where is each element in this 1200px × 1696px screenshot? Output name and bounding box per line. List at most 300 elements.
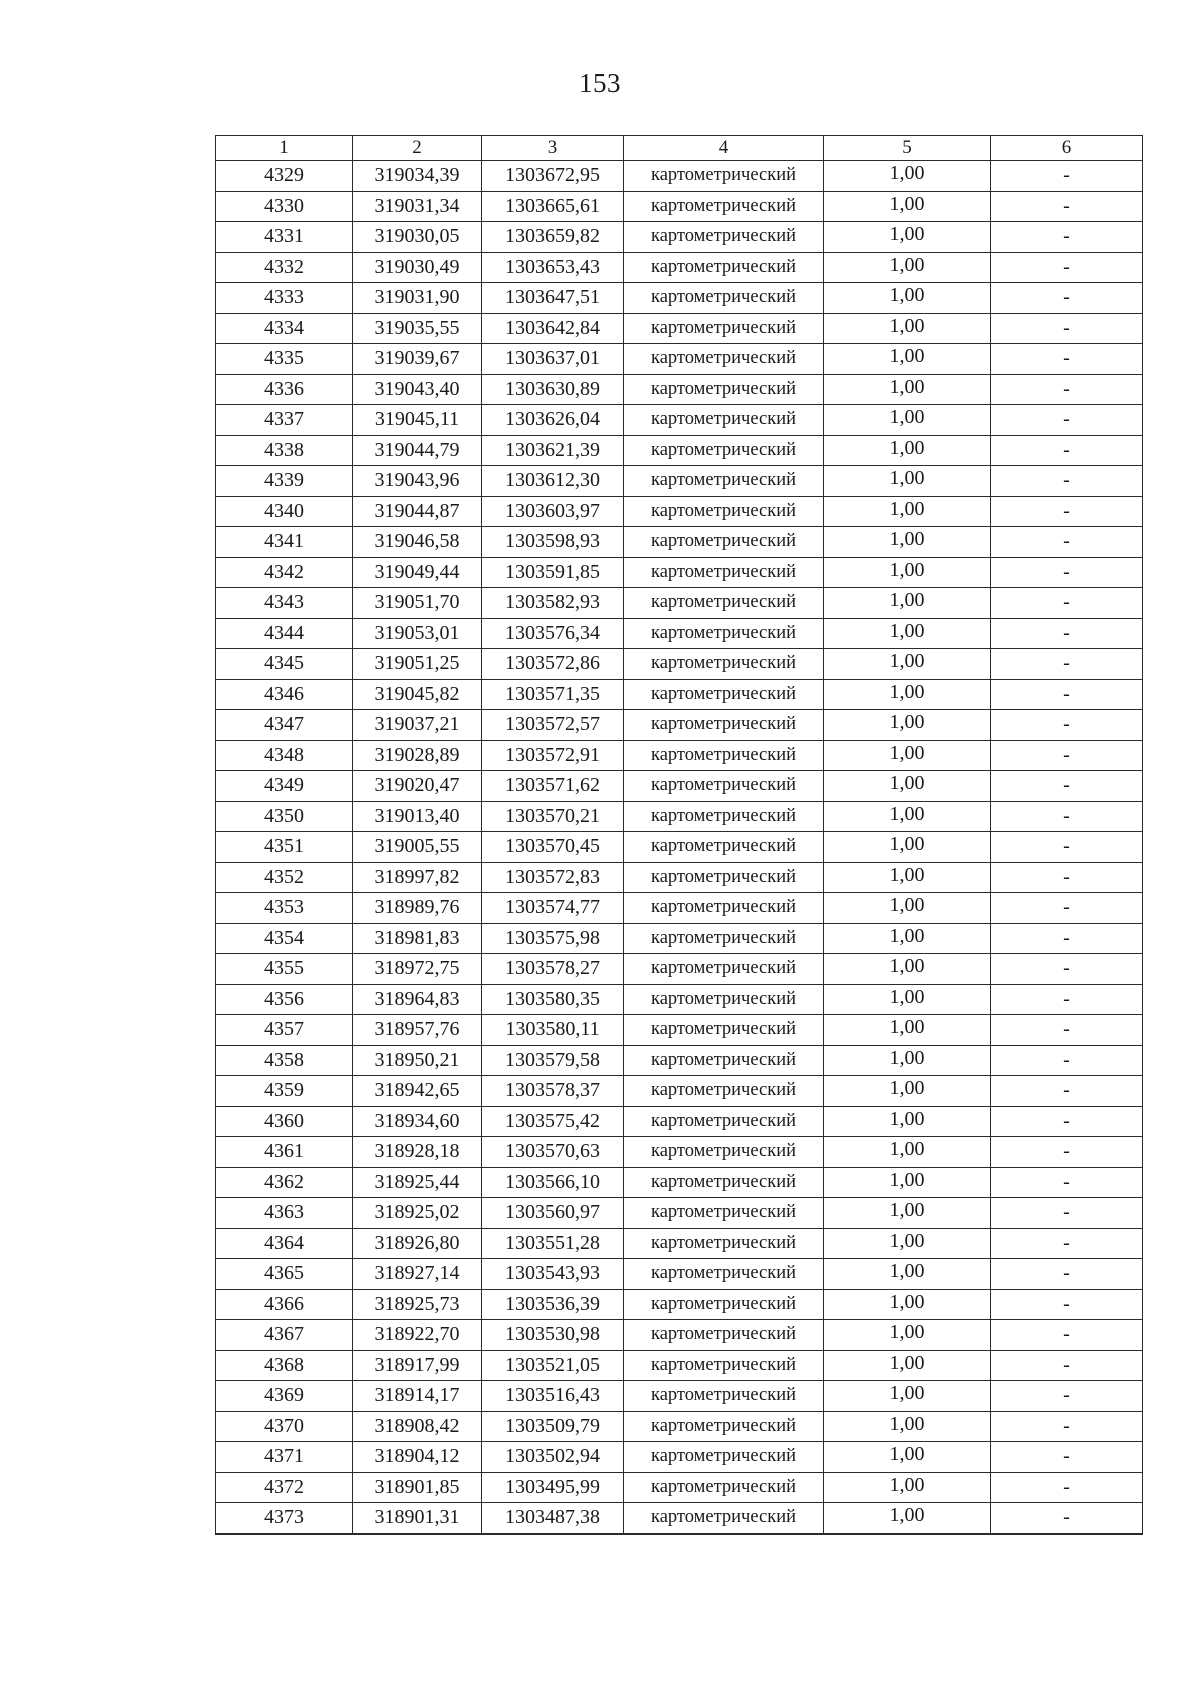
x-coordinate-cell: 319051,70 [353,588,482,619]
x-coordinate-cell: 318997,82 [353,862,482,893]
x-coordinate-cell: 318927,14 [353,1259,482,1290]
x-coordinate-cell: 319037,21 [353,710,482,741]
x-coordinate-cell: 318914,17 [353,1381,482,1412]
accuracy-cell: 1,00 [824,283,991,314]
x-coordinate-cell: 319045,11 [353,405,482,436]
method-cell: картометрический [624,252,824,283]
method-cell: картометрический [624,1076,824,1107]
y-coordinate-cell: 1303612,30 [482,466,624,497]
x-coordinate-cell: 319034,39 [353,161,482,192]
point-number-cell: 4361 [216,1137,353,1168]
table-row [216,1503,1143,1534]
x-coordinate-cell: 318964,83 [353,984,482,1015]
accuracy-cell: 1,00 [824,618,991,649]
note-cell: - [991,344,1143,375]
method-cell: картометрический [624,1106,824,1137]
table-row [216,1167,1143,1198]
x-coordinate-cell: 318925,02 [353,1198,482,1229]
point-number-cell: 4366 [216,1289,353,1320]
y-coordinate-cell: 1303578,37 [482,1076,624,1107]
point-number-cell: 4339 [216,466,353,497]
x-coordinate-cell: 318904,12 [353,1442,482,1473]
table-row [216,1289,1143,1320]
x-coordinate-cell: 318908,42 [353,1411,482,1442]
accuracy-cell: 1,00 [824,527,991,558]
y-coordinate-cell: 1303647,51 [482,283,624,314]
x-coordinate-cell: 318901,31 [353,1503,482,1534]
method-cell: картометрический [624,527,824,558]
note-cell: - [991,161,1143,192]
point-number-cell: 4345 [216,649,353,680]
y-coordinate-cell: 1303572,86 [482,649,624,680]
point-number-cell: 4342 [216,557,353,588]
note-cell: - [991,1503,1143,1534]
column-header: 2 [353,136,482,161]
note-cell: - [991,527,1143,558]
x-coordinate-cell: 319031,90 [353,283,482,314]
table-row [216,252,1143,283]
y-coordinate-cell: 1303495,99 [482,1472,624,1503]
table-row [216,1381,1143,1412]
accuracy-cell: 1,00 [824,466,991,497]
accuracy-cell: 1,00 [824,344,991,375]
accuracy-cell: 1,00 [824,1503,991,1534]
point-number-cell: 4368 [216,1350,353,1381]
table-row [216,1015,1143,1046]
point-number-cell: 4369 [216,1381,353,1412]
note-cell: - [991,1442,1143,1473]
point-number-cell: 4356 [216,984,353,1015]
table-row [216,1411,1143,1442]
y-coordinate-cell: 1303560,97 [482,1198,624,1229]
point-number-cell: 4330 [216,191,353,222]
accuracy-cell: 1,00 [824,740,991,771]
table-row [216,832,1143,863]
method-cell: картометрический [624,1472,824,1503]
method-cell: картометрический [624,1015,824,1046]
accuracy-cell: 1,00 [824,496,991,527]
table-row [216,1442,1143,1473]
note-cell: - [991,1259,1143,1290]
y-coordinate-cell: 1303572,57 [482,710,624,741]
y-coordinate-cell: 1303580,11 [482,1015,624,1046]
column-header: 1 [216,136,353,161]
point-number-cell: 4357 [216,1015,353,1046]
note-cell: - [991,740,1143,771]
table-row [216,1198,1143,1229]
method-cell: картометрический [624,313,824,344]
column-header: 5 [824,136,991,161]
method-cell: картометрический [624,1137,824,1168]
table-row [216,1076,1143,1107]
table-row [216,313,1143,344]
point-number-cell: 4338 [216,435,353,466]
method-cell: картометрический [624,1350,824,1381]
accuracy-cell: 1,00 [824,1381,991,1412]
accuracy-cell: 1,00 [824,1015,991,1046]
table-row [216,527,1143,558]
y-coordinate-cell: 1303621,39 [482,435,624,466]
accuracy-cell: 1,00 [824,710,991,741]
column-header: 4 [624,136,824,161]
x-coordinate-cell: 318957,76 [353,1015,482,1046]
x-coordinate-cell: 318925,44 [353,1167,482,1198]
method-cell: картометрический [624,1442,824,1473]
table-row [216,862,1143,893]
accuracy-cell: 1,00 [824,954,991,985]
point-number-cell: 4367 [216,1320,353,1351]
accuracy-cell: 1,00 [824,1076,991,1107]
note-cell: - [991,222,1143,253]
method-cell: картометрический [624,557,824,588]
note-cell: - [991,283,1143,314]
table-row [216,954,1143,985]
point-number-cell: 4348 [216,740,353,771]
y-coordinate-cell: 1303578,27 [482,954,624,985]
accuracy-cell: 1,00 [824,435,991,466]
note-cell: - [991,1015,1143,1046]
point-number-cell: 4372 [216,1472,353,1503]
y-coordinate-cell: 1303653,43 [482,252,624,283]
table-row [216,191,1143,222]
table-row [216,283,1143,314]
note-cell: - [991,1381,1143,1412]
method-cell: картометрический [624,832,824,863]
y-coordinate-cell: 1303582,93 [482,588,624,619]
table-row [216,222,1143,253]
y-coordinate-cell: 1303572,83 [482,862,624,893]
point-number-cell: 4362 [216,1167,353,1198]
x-coordinate-cell: 319013,40 [353,801,482,832]
method-cell: картометрический [624,283,824,314]
table-row [216,374,1143,405]
accuracy-cell: 1,00 [824,252,991,283]
y-coordinate-cell: 1303571,35 [482,679,624,710]
point-number-cell: 4344 [216,618,353,649]
y-coordinate-cell: 1303571,62 [482,771,624,802]
accuracy-cell: 1,00 [824,1320,991,1351]
accuracy-cell: 1,00 [824,1198,991,1229]
note-cell: - [991,1137,1143,1168]
note-cell: - [991,832,1143,863]
x-coordinate-cell: 319044,87 [353,496,482,527]
table-row [216,466,1143,497]
y-coordinate-cell: 1303659,82 [482,222,624,253]
column-header: 6 [991,136,1143,161]
note-cell: - [991,557,1143,588]
method-cell: картометрический [624,1381,824,1412]
table-row [216,1259,1143,1290]
y-coordinate-cell: 1303574,77 [482,893,624,924]
table-row [216,984,1143,1015]
table-row [216,496,1143,527]
accuracy-cell: 1,00 [824,557,991,588]
x-coordinate-cell: 319020,47 [353,771,482,802]
x-coordinate-cell: 319035,55 [353,313,482,344]
table-row [216,405,1143,436]
note-cell: - [991,435,1143,466]
accuracy-cell: 1,00 [824,1137,991,1168]
method-cell: картометрический [624,954,824,985]
method-cell: картометрический [624,1503,824,1534]
method-cell: картометрический [624,588,824,619]
point-number-cell: 4359 [216,1076,353,1107]
x-coordinate-cell: 319039,67 [353,344,482,375]
y-coordinate-cell: 1303630,89 [482,374,624,405]
point-number-cell: 4364 [216,1228,353,1259]
method-cell: картометрический [624,1259,824,1290]
x-coordinate-cell: 319045,82 [353,679,482,710]
point-number-cell: 4354 [216,923,353,954]
note-cell: - [991,496,1143,527]
note-cell: - [991,954,1143,985]
point-number-cell: 4370 [216,1411,353,1442]
accuracy-cell: 1,00 [824,649,991,680]
x-coordinate-cell: 318972,75 [353,954,482,985]
table-row [216,618,1143,649]
x-coordinate-cell: 318922,70 [353,1320,482,1351]
method-cell: картометрический [624,710,824,741]
x-coordinate-cell: 318989,76 [353,893,482,924]
method-cell: картометрический [624,1411,824,1442]
x-coordinate-cell: 319049,44 [353,557,482,588]
accuracy-cell: 1,00 [824,1350,991,1381]
note-cell: - [991,618,1143,649]
method-cell: картометрический [624,374,824,405]
table-body [216,161,1143,1534]
table-row [216,801,1143,832]
accuracy-cell: 1,00 [824,984,991,1015]
point-number-cell: 4358 [216,1045,353,1076]
table-row [216,649,1143,680]
table-row [216,740,1143,771]
note-cell: - [991,1320,1143,1351]
y-coordinate-cell: 1303502,94 [482,1442,624,1473]
x-coordinate-cell: 318950,21 [353,1045,482,1076]
method-cell: картометрический [624,191,824,222]
note-cell: - [991,1228,1143,1259]
accuracy-cell: 1,00 [824,374,991,405]
note-cell: - [991,1198,1143,1229]
point-number-cell: 4360 [216,1106,353,1137]
point-number-cell: 4343 [216,588,353,619]
x-coordinate-cell: 319051,25 [353,649,482,680]
y-coordinate-cell: 1303580,35 [482,984,624,1015]
accuracy-cell: 1,00 [824,588,991,619]
x-coordinate-cell: 319030,05 [353,222,482,253]
y-coordinate-cell: 1303516,43 [482,1381,624,1412]
note-cell: - [991,771,1143,802]
table-row [216,923,1143,954]
method-cell: картометрический [624,1289,824,1320]
method-cell: картометрический [624,618,824,649]
note-cell: - [991,1411,1143,1442]
method-cell: картометрический [624,862,824,893]
note-cell: - [991,679,1143,710]
x-coordinate-cell: 319030,49 [353,252,482,283]
note-cell: - [991,862,1143,893]
y-coordinate-cell: 1303576,34 [482,618,624,649]
note-cell: - [991,1106,1143,1137]
point-number-cell: 4335 [216,344,353,375]
table-row [216,557,1143,588]
x-coordinate-cell: 318926,80 [353,1228,482,1259]
y-coordinate-cell: 1303579,58 [482,1045,624,1076]
table-row [216,1320,1143,1351]
y-coordinate-cell: 1303570,45 [482,832,624,863]
method-cell: картометрический [624,344,824,375]
method-cell: картометрический [624,1228,824,1259]
accuracy-cell: 1,00 [824,862,991,893]
accuracy-cell: 1,00 [824,1167,991,1198]
table-row [216,710,1143,741]
y-coordinate-cell: 1303575,98 [482,923,624,954]
method-cell: картометрический [624,923,824,954]
accuracy-cell: 1,00 [824,1442,991,1473]
note-cell: - [991,1076,1143,1107]
y-coordinate-cell: 1303598,93 [482,527,624,558]
y-coordinate-cell: 1303672,95 [482,161,624,192]
x-coordinate-cell: 318925,73 [353,1289,482,1320]
method-cell: картометрический [624,679,824,710]
note-cell: - [991,1350,1143,1381]
y-coordinate-cell: 1303626,04 [482,405,624,436]
table-row [216,1045,1143,1076]
point-number-cell: 4340 [216,496,353,527]
point-number-cell: 4332 [216,252,353,283]
note-cell: - [991,1167,1143,1198]
point-number-cell: 4341 [216,527,353,558]
x-coordinate-cell: 319043,40 [353,374,482,405]
accuracy-cell: 1,00 [824,222,991,253]
method-cell: картометрический [624,435,824,466]
method-cell: картометрический [624,1320,824,1351]
y-coordinate-cell: 1303530,98 [482,1320,624,1351]
accuracy-cell: 1,00 [824,191,991,222]
accuracy-cell: 1,00 [824,801,991,832]
accuracy-cell: 1,00 [824,161,991,192]
x-coordinate-cell: 319044,79 [353,435,482,466]
point-number-cell: 4351 [216,832,353,863]
point-number-cell: 4347 [216,710,353,741]
method-cell: картометрический [624,893,824,924]
x-coordinate-cell: 319028,89 [353,740,482,771]
accuracy-cell: 1,00 [824,313,991,344]
note-cell: - [991,588,1143,619]
method-cell: картометрический [624,649,824,680]
accuracy-cell: 1,00 [824,1045,991,1076]
y-coordinate-cell: 1303536,39 [482,1289,624,1320]
column-header: 3 [482,136,624,161]
x-coordinate-cell: 318917,99 [353,1350,482,1381]
note-cell: - [991,893,1143,924]
note-cell: - [991,649,1143,680]
accuracy-cell: 1,00 [824,679,991,710]
y-coordinate-cell: 1303575,42 [482,1106,624,1137]
method-cell: картометрический [624,405,824,436]
y-coordinate-cell: 1303637,01 [482,344,624,375]
y-coordinate-cell: 1303543,93 [482,1259,624,1290]
table-header-row [216,136,1143,161]
x-coordinate-cell: 319046,58 [353,527,482,558]
x-coordinate-cell: 318901,85 [353,1472,482,1503]
note-cell: - [991,1289,1143,1320]
y-coordinate-cell: 1303509,79 [482,1411,624,1442]
accuracy-cell: 1,00 [824,893,991,924]
point-number-cell: 4363 [216,1198,353,1229]
table-row [216,679,1143,710]
point-number-cell: 4331 [216,222,353,253]
method-cell: картометрический [624,740,824,771]
accuracy-cell: 1,00 [824,1259,991,1290]
method-cell: картометрический [624,801,824,832]
y-coordinate-cell: 1303570,21 [482,801,624,832]
point-number-cell: 4355 [216,954,353,985]
table-row [216,893,1143,924]
method-cell: картометрический [624,771,824,802]
point-number-cell: 4336 [216,374,353,405]
table-row [216,161,1143,192]
method-cell: картометрический [624,1198,824,1229]
point-number-cell: 4353 [216,893,353,924]
point-number-cell: 4373 [216,1503,353,1534]
y-coordinate-cell: 1303521,05 [482,1350,624,1381]
point-number-cell: 4371 [216,1442,353,1473]
table-row [216,1228,1143,1259]
y-coordinate-cell: 1303603,97 [482,496,624,527]
accuracy-cell: 1,00 [824,1411,991,1442]
x-coordinate-cell: 318981,83 [353,923,482,954]
method-cell: картометрический [624,161,824,192]
table-row [216,1137,1143,1168]
note-cell: - [991,801,1143,832]
y-coordinate-cell: 1303566,10 [482,1167,624,1198]
page-number: 153 [579,68,621,98]
table-row [216,1472,1143,1503]
point-number-cell: 4333 [216,283,353,314]
table-row [216,435,1143,466]
x-coordinate-cell: 318942,65 [353,1076,482,1107]
accuracy-cell: 1,00 [824,1228,991,1259]
point-number-cell: 4329 [216,161,353,192]
table-row [216,588,1143,619]
method-cell: картометрический [624,222,824,253]
table-row [216,344,1143,375]
accuracy-cell: 1,00 [824,771,991,802]
x-coordinate-cell: 319043,96 [353,466,482,497]
note-cell: - [991,710,1143,741]
y-coordinate-cell: 1303487,38 [482,1503,624,1534]
note-cell: - [991,466,1143,497]
x-coordinate-cell: 319053,01 [353,618,482,649]
y-coordinate-cell: 1303591,85 [482,557,624,588]
y-coordinate-cell: 1303551,28 [482,1228,624,1259]
accuracy-cell: 1,00 [824,923,991,954]
table-row [216,1106,1143,1137]
table-row [216,1350,1143,1381]
accuracy-cell: 1,00 [824,832,991,863]
method-cell: картометрический [624,1167,824,1198]
method-cell: картометрический [624,984,824,1015]
note-cell: - [991,252,1143,283]
point-number-cell: 4334 [216,313,353,344]
point-number-cell: 4352 [216,862,353,893]
point-number-cell: 4365 [216,1259,353,1290]
note-cell: - [991,374,1143,405]
x-coordinate-cell: 319031,34 [353,191,482,222]
y-coordinate-cell: 1303665,61 [482,191,624,222]
point-number-cell: 4350 [216,801,353,832]
